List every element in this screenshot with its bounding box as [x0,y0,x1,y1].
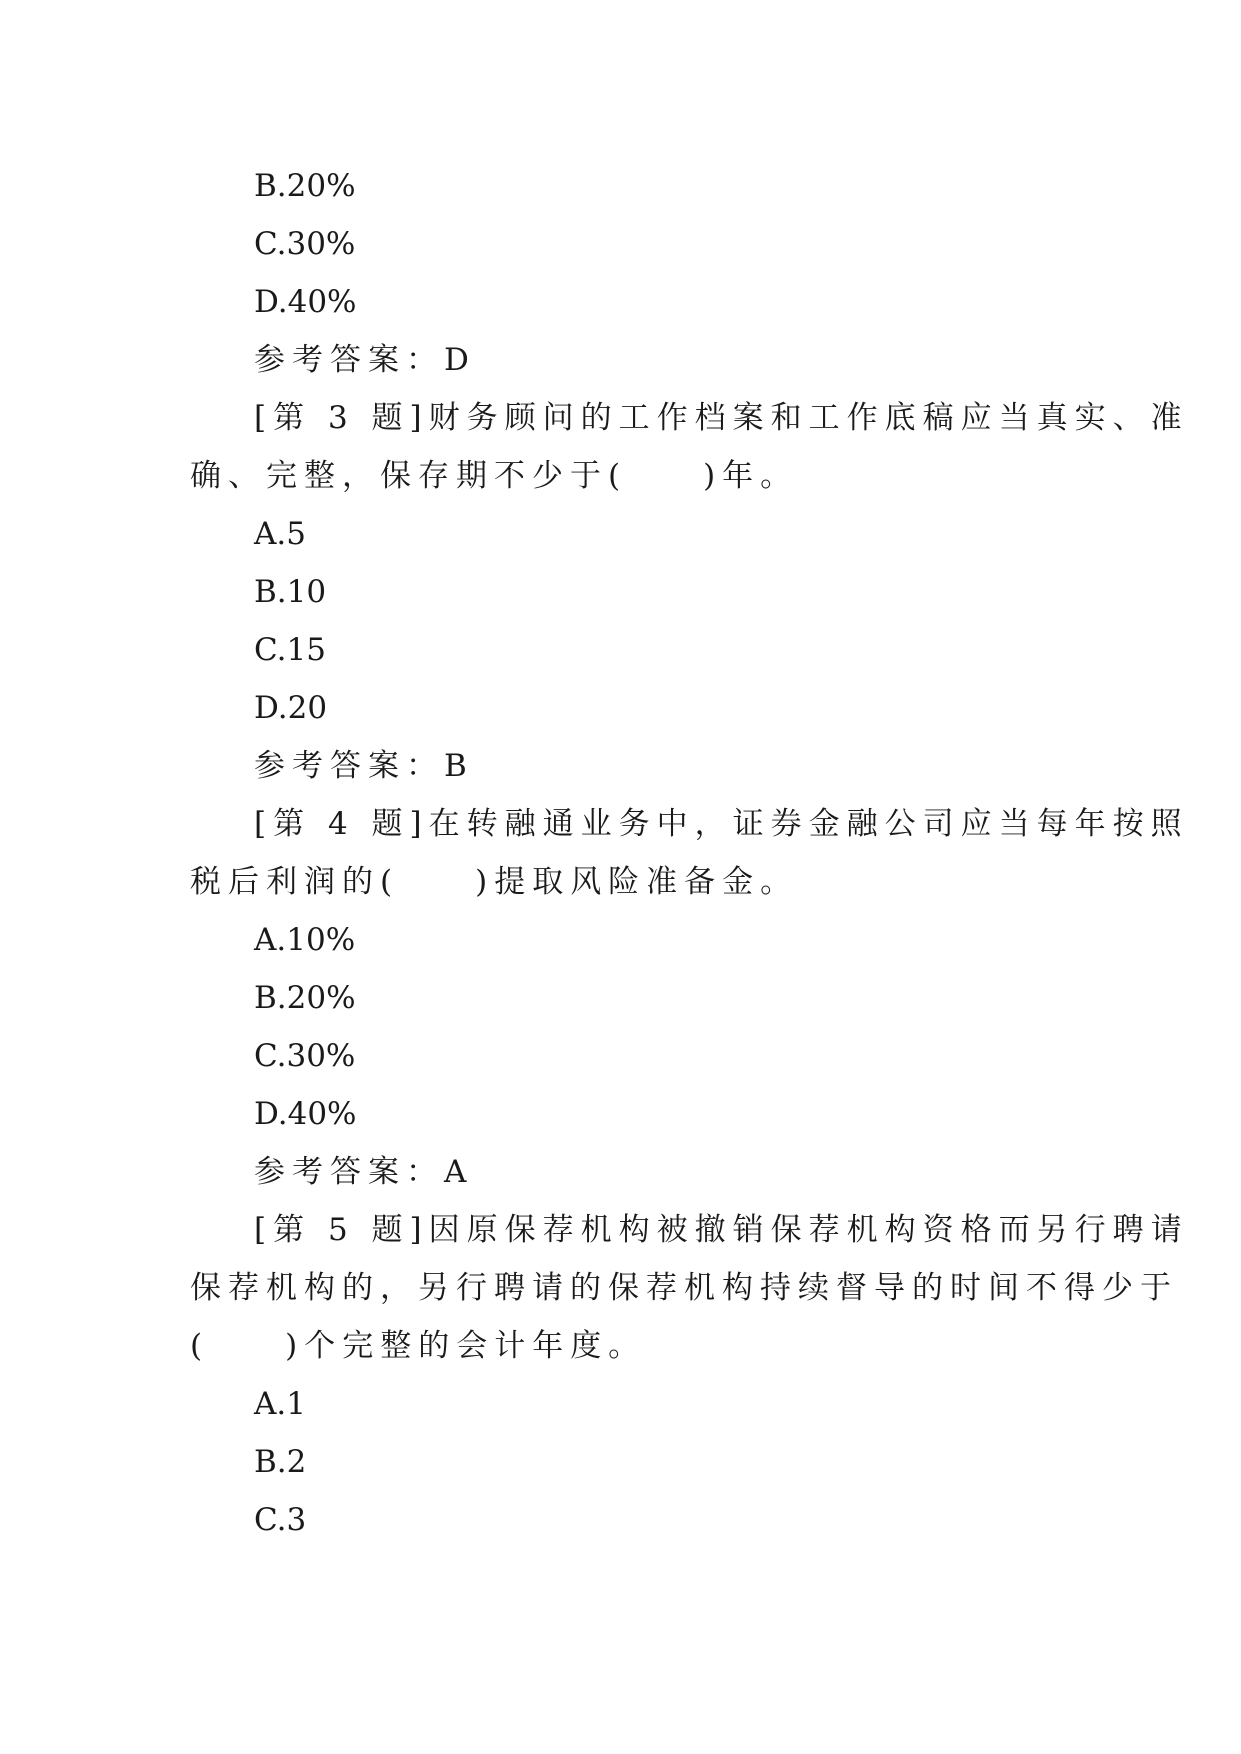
question-3-line-2: 确、完整，保存期不少于( )年。 [190,458,799,494]
question-4-line-1: [第 4 题]在转融通业务中，证券金融公司应当每年按照 [254,806,1189,842]
answer-line: 参考答案：D [254,342,476,378]
answer-line: 参考答案：B [254,748,474,784]
option-a-line: A.1 [254,1386,306,1422]
option-c-line: C.15 [254,632,326,668]
option-c-line: C.30% [254,226,356,262]
option-b-line: B.20% [254,168,356,204]
question-5-line-1: [第 5 题]因原保荐机构被撤销保荐机构资格而另行聘请 [254,1212,1189,1248]
question-5-line-2: 保荐机构的，另行聘请的保荐机构持续督导的时间不得少于 [190,1270,1178,1306]
question-5-line-3: ( )个完整的会计年度。 [190,1328,647,1364]
option-c-line: C.30% [254,1038,356,1074]
option-d-line: D.40% [254,1096,357,1132]
question-4-line-2: 税后利润的( )提取风险准备金。 [190,864,799,900]
option-b-line: B.20% [254,980,356,1016]
option-d-line: D.20 [254,690,328,726]
option-a-line: A.10% [254,922,356,958]
option-b-line: B.2 [254,1444,307,1480]
question-3-line-1: [第 3 题]财务顾问的工作档案和工作底稿应当真实、准 [254,400,1189,436]
option-b-line: B.10 [254,574,327,610]
answer-line: 参考答案：A [254,1154,474,1190]
option-a-line: A.5 [254,516,306,552]
option-c-line: C.3 [254,1502,307,1538]
option-d-line: D.40% [254,284,357,320]
